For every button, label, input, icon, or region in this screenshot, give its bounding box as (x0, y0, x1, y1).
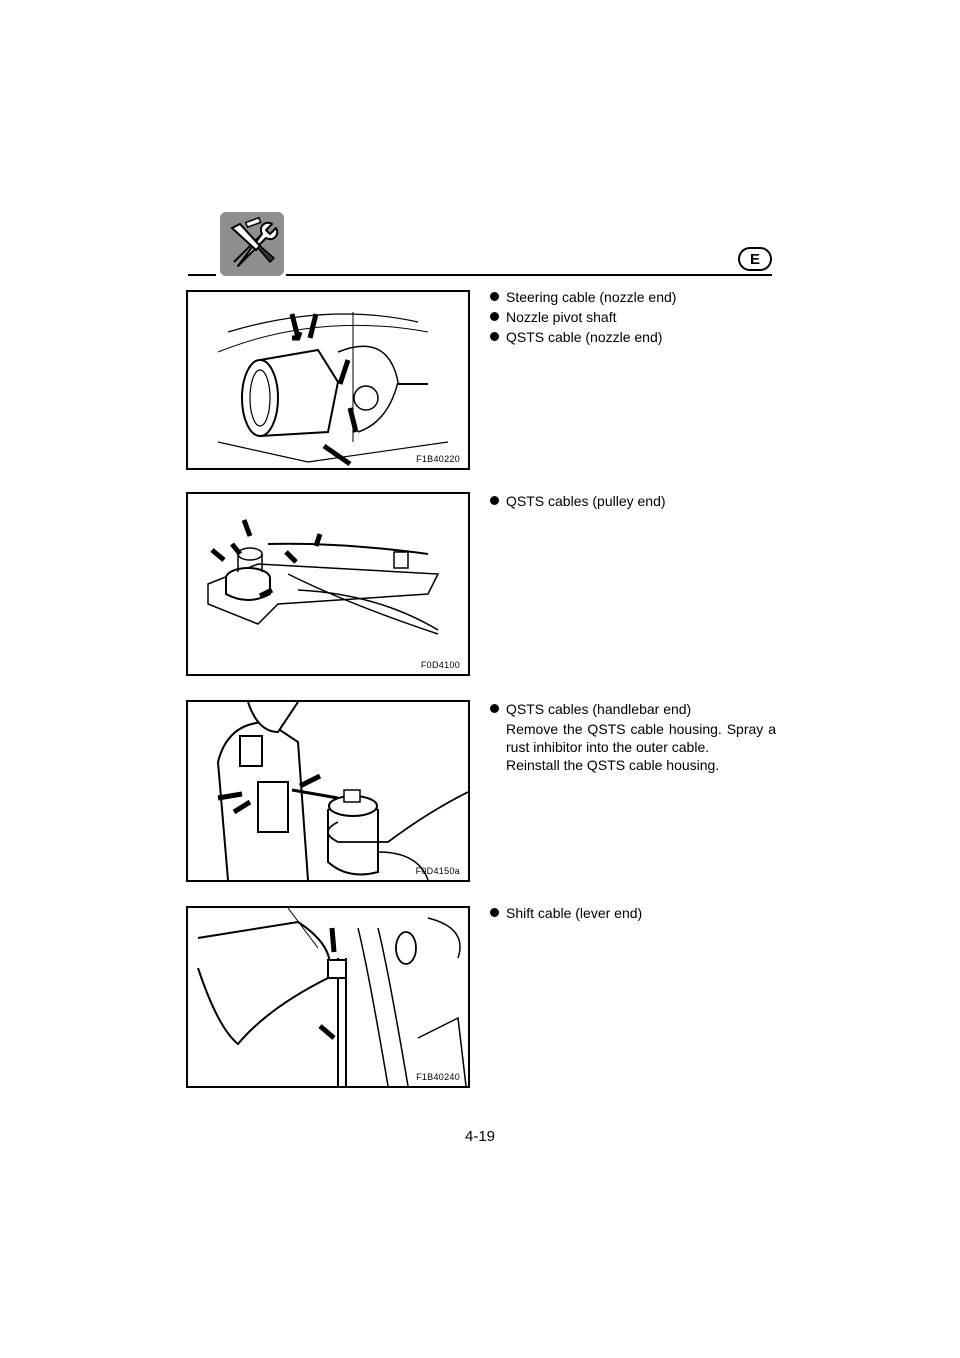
handlebar-spray-illustration (188, 702, 468, 880)
bullet-icon (490, 292, 499, 301)
language-badge: E (738, 247, 772, 271)
instruction-text: Reinstall the QSTS cable housing. (506, 757, 720, 773)
figure-code: F1B40240 (416, 1072, 460, 1082)
list-item: Steering cable (nozzle end) (490, 288, 776, 306)
instruction-text: Remove the QSTS cable housing. Spray a rust inhibitor into the outer cable. (506, 721, 776, 755)
bullet-icon (490, 312, 499, 321)
figure-code: F1B40220 (416, 454, 460, 464)
figure-pulley (186, 492, 470, 676)
figure-handlebar (186, 700, 470, 882)
list-item: QSTS cable (nozzle end) (490, 328, 776, 346)
bullet-icon (490, 332, 499, 341)
section-nozzle (490, 288, 776, 348)
figure-code: F0D4100 (420, 660, 460, 670)
bullet-icon (490, 908, 499, 917)
bullet-icon (490, 704, 499, 713)
list-item: QSTS cables (pulley end) (490, 492, 776, 510)
list-item: Nozzle pivot shaft (490, 308, 776, 326)
figure-nozzle (186, 290, 470, 470)
section-shift-lever (490, 904, 776, 924)
section-handlebar (490, 700, 776, 774)
list-item: Shift cable (lever end) (490, 904, 776, 922)
section-pulley (490, 492, 776, 512)
figure-code: F0D4150a (415, 866, 460, 876)
bullet-icon (490, 496, 499, 505)
header-rule-left (188, 274, 216, 276)
header-rule-right (286, 274, 772, 276)
qsts-pulley-illustration (188, 494, 468, 674)
tools-icon (220, 212, 284, 276)
shift-lever-illustration (188, 908, 468, 1086)
page-number: 4-19 (464, 1128, 496, 1145)
figure-shift-lever (186, 906, 470, 1088)
list-item: QSTS cables (handlebar end) (490, 700, 776, 718)
jet-nozzle-illustration (188, 292, 468, 468)
